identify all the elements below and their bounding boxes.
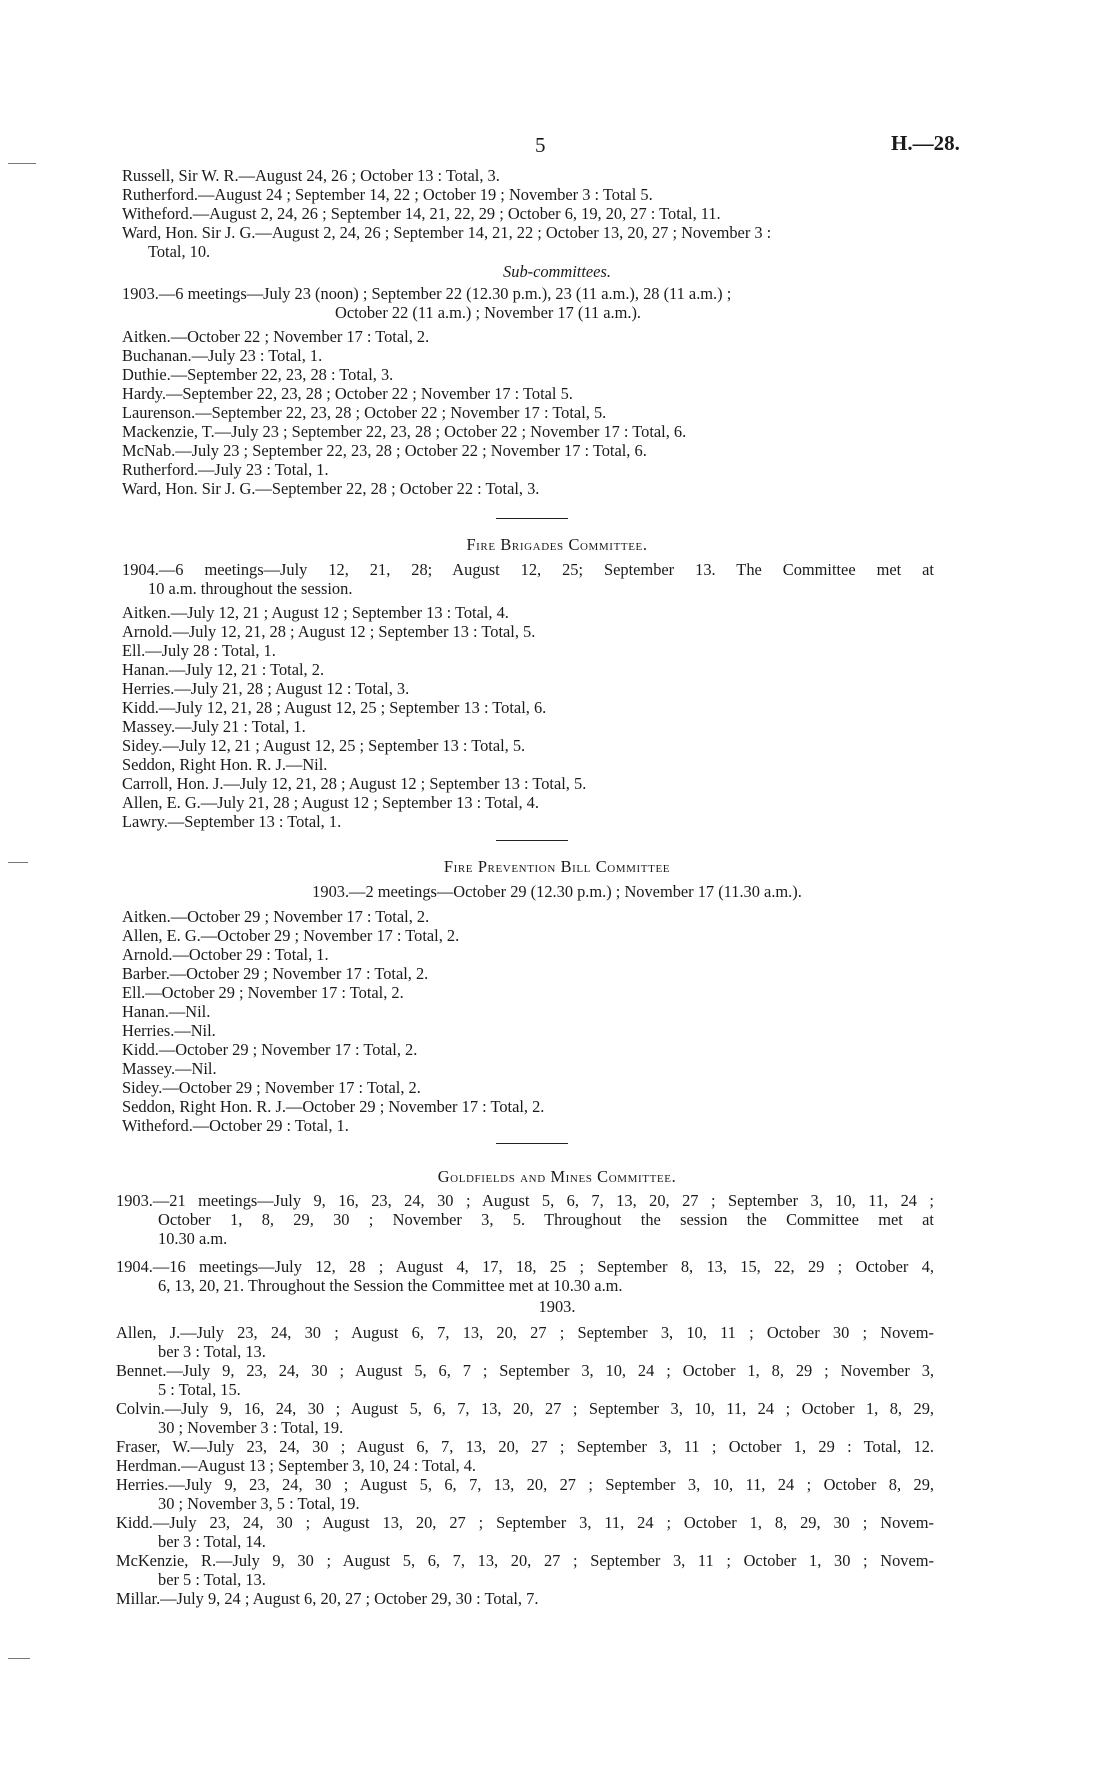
attendance-line: Ward, Hon. Sir J. G.—August 2, 24, 26 ; September 14, 21, 22 ; October 13, 20, 27 ; November 3 : — [122, 223, 772, 242]
member-attendance: Barber.—October 29 ; November 17 : Total, 2. — [122, 964, 429, 983]
member-attendance: Allen, J.—July 23, 24, 30 ; August 6, 7, 13, 20, 27 ; September 3, 10, 11 ; October 30 ; Novem- — [116, 1323, 934, 1342]
member-attendance: Kidd.—July 12, 21, 28 ; August 12, 25 ; September 13 : Total, 6. — [122, 698, 547, 717]
member-attendance-continued: ber 3 : Total, 14. — [158, 1532, 266, 1551]
member-attendance: Hanan.—Nil. — [122, 1002, 211, 1021]
member-attendance: Aitken.—October 22 ; November 17 : Total, 2. — [122, 327, 430, 346]
document-code: H.—28. — [891, 131, 960, 155]
member-attendance: Seddon, Right Hon. R. J.—Nil. — [122, 755, 328, 774]
meetings-summary-continued: 10.30 a.m. — [158, 1229, 228, 1248]
attendance-line: Russell, Sir W. R.—August 24, 26 ; October 13 : Total, 3. — [122, 166, 500, 185]
member-attendance-continued: 5 : Total, 15. — [158, 1380, 241, 1399]
member-attendance: Laurenson.—September 22, 23, 28 ; October 22 ; November 17 : Total, 5. — [122, 403, 607, 422]
member-attendance: Millar.—July 9, 24 ; August 6, 20, 27 ; October 29, 30 : Total, 7. — [116, 1589, 539, 1608]
meetings-summary: 1903.—21 meetings—July 9, 16, 23, 24, 30 ; August 5, 6, 7, 13, 20, 27 ; September 3, 10, 11, 24 ; — [116, 1191, 934, 1210]
member-attendance: Rutherford.—July 23 : Total, 1. — [122, 460, 329, 479]
member-attendance: Witheford.—October 29 : Total, 1. — [122, 1116, 349, 1135]
meetings-summary: 1904.—6 meetings—July 12, 21, 28; August 12, 25; September 13. The Committee met at — [122, 560, 934, 579]
meetings-summary: 1903.—6 meetings—July 23 (noon) ; September 22 (12.30 p.m.), 23 (11 a.m.), 28 (11 a.m.) ; — [122, 284, 732, 303]
member-attendance: Aitken.—October 29 ; November 17 : Total, 2. — [122, 907, 430, 926]
section-heading-goldfields: Goldfields and Mines Committee. — [437, 1167, 677, 1186]
member-attendance: Sidey.—October 29 ; November 17 : Total, 2. — [122, 1078, 421, 1097]
member-attendance: Massey.—July 21 : Total, 1. — [122, 717, 306, 736]
member-attendance: Ward, Hon. Sir J. G.—September 22, 28 ; October 22 : Total, 3. — [122, 479, 540, 498]
attendance-line: Witheford.—August 2, 24, 26 ; September 14, 21, 22, 29 ; October 6, 19, 20, 27 : Total, 11. — [122, 204, 721, 223]
member-attendance: Colvin.—July 9, 16, 24, 30 ; August 5, 6, 7, 13, 20, 27 ; September 3, 10, 11, 24 ; October 1, 8, 29, — [116, 1399, 934, 1418]
member-attendance: McKenzie, R.—July 9, 30 ; August 5, 6, 7, 13, 20, 27 ; September 3, 11 ; October 1, 30 ; Novem- — [116, 1551, 934, 1570]
member-attendance: Massey.—Nil. — [122, 1059, 217, 1078]
member-attendance: Fraser, W.—July 23, 24, 30 ; August 6, 7, 13, 20, 27 ; September 3, 11 ; October 1, 29 : Total, 12. — [116, 1437, 934, 1456]
year-heading: 1903. — [538, 1297, 576, 1316]
member-attendance: Mackenzie, T.—July 23 ; September 22, 23, 28 ; October 22 ; November 17 : Total, 6. — [122, 422, 687, 441]
member-attendance: Herries.—July 9, 23, 24, 30 ; August 5, 6, 7, 13, 20, 27 ; September 3, 10, 11, 24 ; October 8, 29, — [116, 1475, 934, 1494]
member-attendance: Herries.—Nil. — [122, 1021, 216, 1040]
attendance-line: Rutherford.—August 24 ; September 14, 22 ; October 19 ; November 3 : Total 5. — [122, 185, 653, 204]
member-attendance: McNab.—July 23 ; September 22, 23, 28 ; October 22 ; November 17 : Total, 6. — [122, 441, 647, 460]
member-attendance-continued: ber 5 : Total, 13. — [158, 1570, 266, 1589]
member-attendance: Lawry.—September 13 : Total, 1. — [122, 812, 342, 831]
member-attendance: Ell.—October 29 ; November 17 : Total, 2. — [122, 983, 404, 1002]
section-divider — [496, 518, 568, 519]
member-attendance: Seddon, Right Hon. R. J.—October 29 ; November 17 : Total, 2. — [122, 1097, 545, 1116]
member-attendance: Hardy.—September 22, 23, 28 ; October 22 ; November 17 : Total 5. — [122, 384, 573, 403]
member-attendance: Aitken.—July 12, 21 ; August 12 ; September 13 : Total, 4. — [122, 603, 509, 622]
meetings-summary: 1903.—2 meetings—October 29 (12.30 p.m.) ; November 17 (11.30 a.m.). — [312, 882, 802, 901]
member-attendance: Herries.—July 21, 28 ; August 12 : Total, 3. — [122, 679, 410, 698]
member-attendance: Arnold.—July 12, 21, 28 ; August 12 ; September 13 : Total, 5. — [122, 622, 536, 641]
margin-mark — [8, 163, 36, 164]
section-heading-fire-brigades: Fire Brigades Committee. — [466, 535, 648, 554]
meetings-summary: 1904.—16 meetings—July 12, 28 ; August 4, 17, 18, 25 ; September 8, 13, 15, 22, 29 ; October 4, — [116, 1257, 934, 1276]
meetings-summary-continued: 10 a.m. throughout the session. — [148, 579, 353, 598]
member-attendance-continued: 30 ; November 3 : Total, 19. — [158, 1418, 344, 1437]
member-attendance: Buchanan.—July 23 : Total, 1. — [122, 346, 323, 365]
meetings-summary-continued: October 22 (11 a.m.) ; November 17 (11 a.m.). — [335, 303, 642, 322]
member-attendance: Arnold.—October 29 : Total, 1. — [122, 945, 329, 964]
margin-mark — [8, 1658, 30, 1659]
section-heading-fire-prevention: Fire Prevention Bill Committee — [443, 857, 671, 876]
page-number: 5 — [535, 133, 546, 157]
member-attendance: Sidey.—July 12, 21 ; August 12, 25 ; September 13 : Total, 5. — [122, 736, 526, 755]
member-attendance: Allen, E. G.—July 21, 28 ; August 12 ; September 13 : Total, 4. — [122, 793, 539, 812]
member-attendance: Bennet.—July 9, 23, 24, 30 ; August 5, 6, 7 ; September 3, 10, 24 ; October 1, 8, 29 ; November 3, — [116, 1361, 934, 1380]
member-attendance-continued: ber 3 : Total, 13. — [158, 1342, 266, 1361]
meetings-summary-continued: October 1, 8, 29, 30 ; November 3, 5. Throughout the session the Committee met at — [158, 1210, 934, 1229]
member-attendance: Allen, E. G.—October 29 ; November 17 : Total, 2. — [122, 926, 460, 945]
member-attendance: Duthie.—September 22, 23, 28 : Total, 3. — [122, 365, 394, 384]
member-attendance: Hanan.—July 12, 21 : Total, 2. — [122, 660, 325, 679]
section-divider — [496, 1143, 568, 1144]
member-attendance: Kidd.—July 23, 24, 30 ; August 13, 20, 27 ; September 3, 11, 24 ; October 1, 8, 29, 30 ; Novem- — [116, 1513, 934, 1532]
attendance-line-continued: Total, 10. — [148, 242, 211, 261]
member-attendance-continued: 30 ; November 3, 5 : Total, 19. — [158, 1494, 360, 1513]
section-divider — [496, 840, 568, 841]
section-heading-subcommittees: Sub-committees. — [503, 262, 611, 281]
member-attendance: Herdman.—August 13 ; September 3, 10, 24 : Total, 4. — [116, 1456, 477, 1475]
meetings-summary-continued: 6, 13, 20, 21. Throughout the Session the Committee met at 10.30 a.m. — [158, 1276, 623, 1295]
member-attendance: Carroll, Hon. J.—July 12, 21, 28 ; August 12 ; September 13 : Total, 5. — [122, 774, 587, 793]
member-attendance: Kidd.—October 29 ; November 17 : Total, 2. — [122, 1040, 418, 1059]
member-attendance: Ell.—July 28 : Total, 1. — [122, 641, 276, 660]
